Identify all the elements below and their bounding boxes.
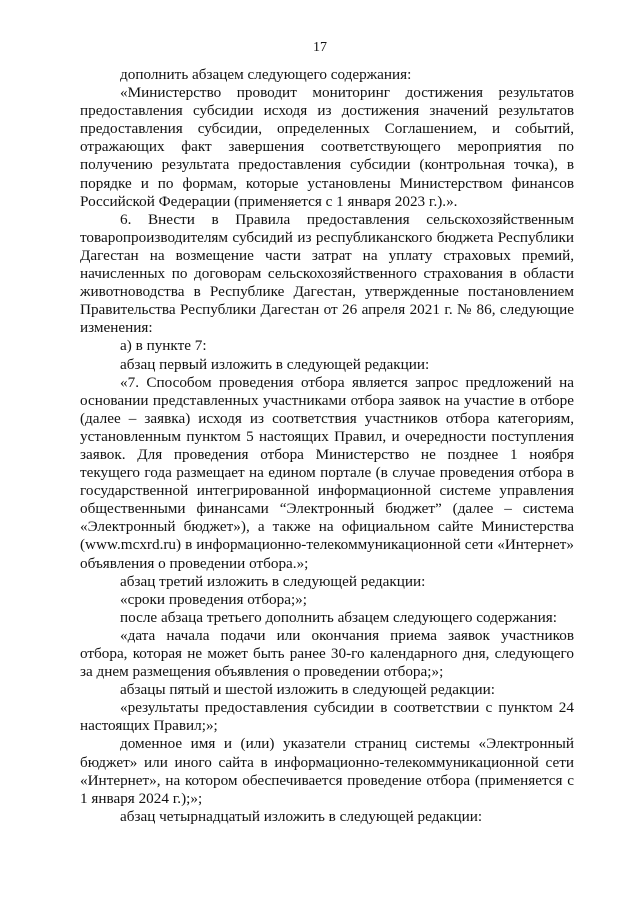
paragraph-6: «7. Способом проведения отбора является запрос предложений на основании представленных участниками отбора заявок на участие в отборе (далее – заявка) исходя из соответствия участников отбора категориям, установленным пунктом 5 настоящих Правил, и очередности поступления заявок. Для проведения отбора Министерство не позднее 1 ноября текущего года размещает на едином портале (в случае проведения отбора в государственной интегрированной информационной системе управления общественными финансами “Электронный бюджет” (далее – система «Электронный бюджет»), а также на официальном сайте Министерства (www.mcxrd.ru) в информационно-телекоммуникационной сети «Интернет» объявления о проведении отбора.»; [80,373,574,572]
paragraph-5: абзац первый изложить в следующей редакции: [120,355,430,373]
paragraph-1: дополнить абзацем следующего содержания: [120,66,412,83]
paragraph-11: абзацы пятый и шестой изложить в следующей редакции: [120,681,495,699]
document-body [80,66,574,826]
paragraph-3: 6. Внести в Правила предоставления сельскохозяйственным товаропроизводителям субсидий из республиканского бюджета Республики Дагестан на возмещение части затрат на уплату страховых премий, начисленных по договорам сельскохозяйственного страхования в области животноводства в Республике Дагестан, утвержденные постановлением Правительства Республики Дагестан от 26 апреля 2021 г. № 86, следующие изменения: [80,210,574,337]
paragraph-10: «дата начала подачи или окончания приема заявок участников отбора, которая не может быть ранее 30-го календарного дня, следующего за днем размещения объявления о проведении отбора;»; [80,626,574,681]
page-number: 17 [313,40,327,55]
paragraph-7: абзац третий изложить в следующей редакции: [120,572,426,590]
paragraph-4: а) в пункте 7: [120,337,207,355]
paragraph-12: «результаты предоставления субсидии в соответствии с пунктом 24 настоящих Правил;»; [80,699,574,735]
paragraph-8: «сроки проведения отбора;»; [120,590,307,608]
paragraph-2: «Министерство проводит мониторинг достижения результатов предоставления субсидии исходя из достижения значений результатов предоставления субсидии, определенных Соглашением, и событий, отражающих факт завершения соответствующего мероприятия по получению результата предоставления субсидии (контрольная точка), в порядке и по формам, которые установлены Министерством финансов Российской Федерации (применяется с 1 января 2023 г.).». [80,84,574,210]
paragraph-13: доменное имя и (или) указатели страниц системы «Электронный бюджет» или иного сайта в информационно-телекоммуникационной сети «Интернет», на котором обеспечивается проведение отбора (применяется с 1 января 2024 г.);»; [80,735,574,807]
paragraph-9: после абзаца третьего дополнить абзацем следующего содержания: [120,608,557,626]
paragraph-14: абзац четырнадцатый изложить в следующей редакции: [120,807,483,825]
